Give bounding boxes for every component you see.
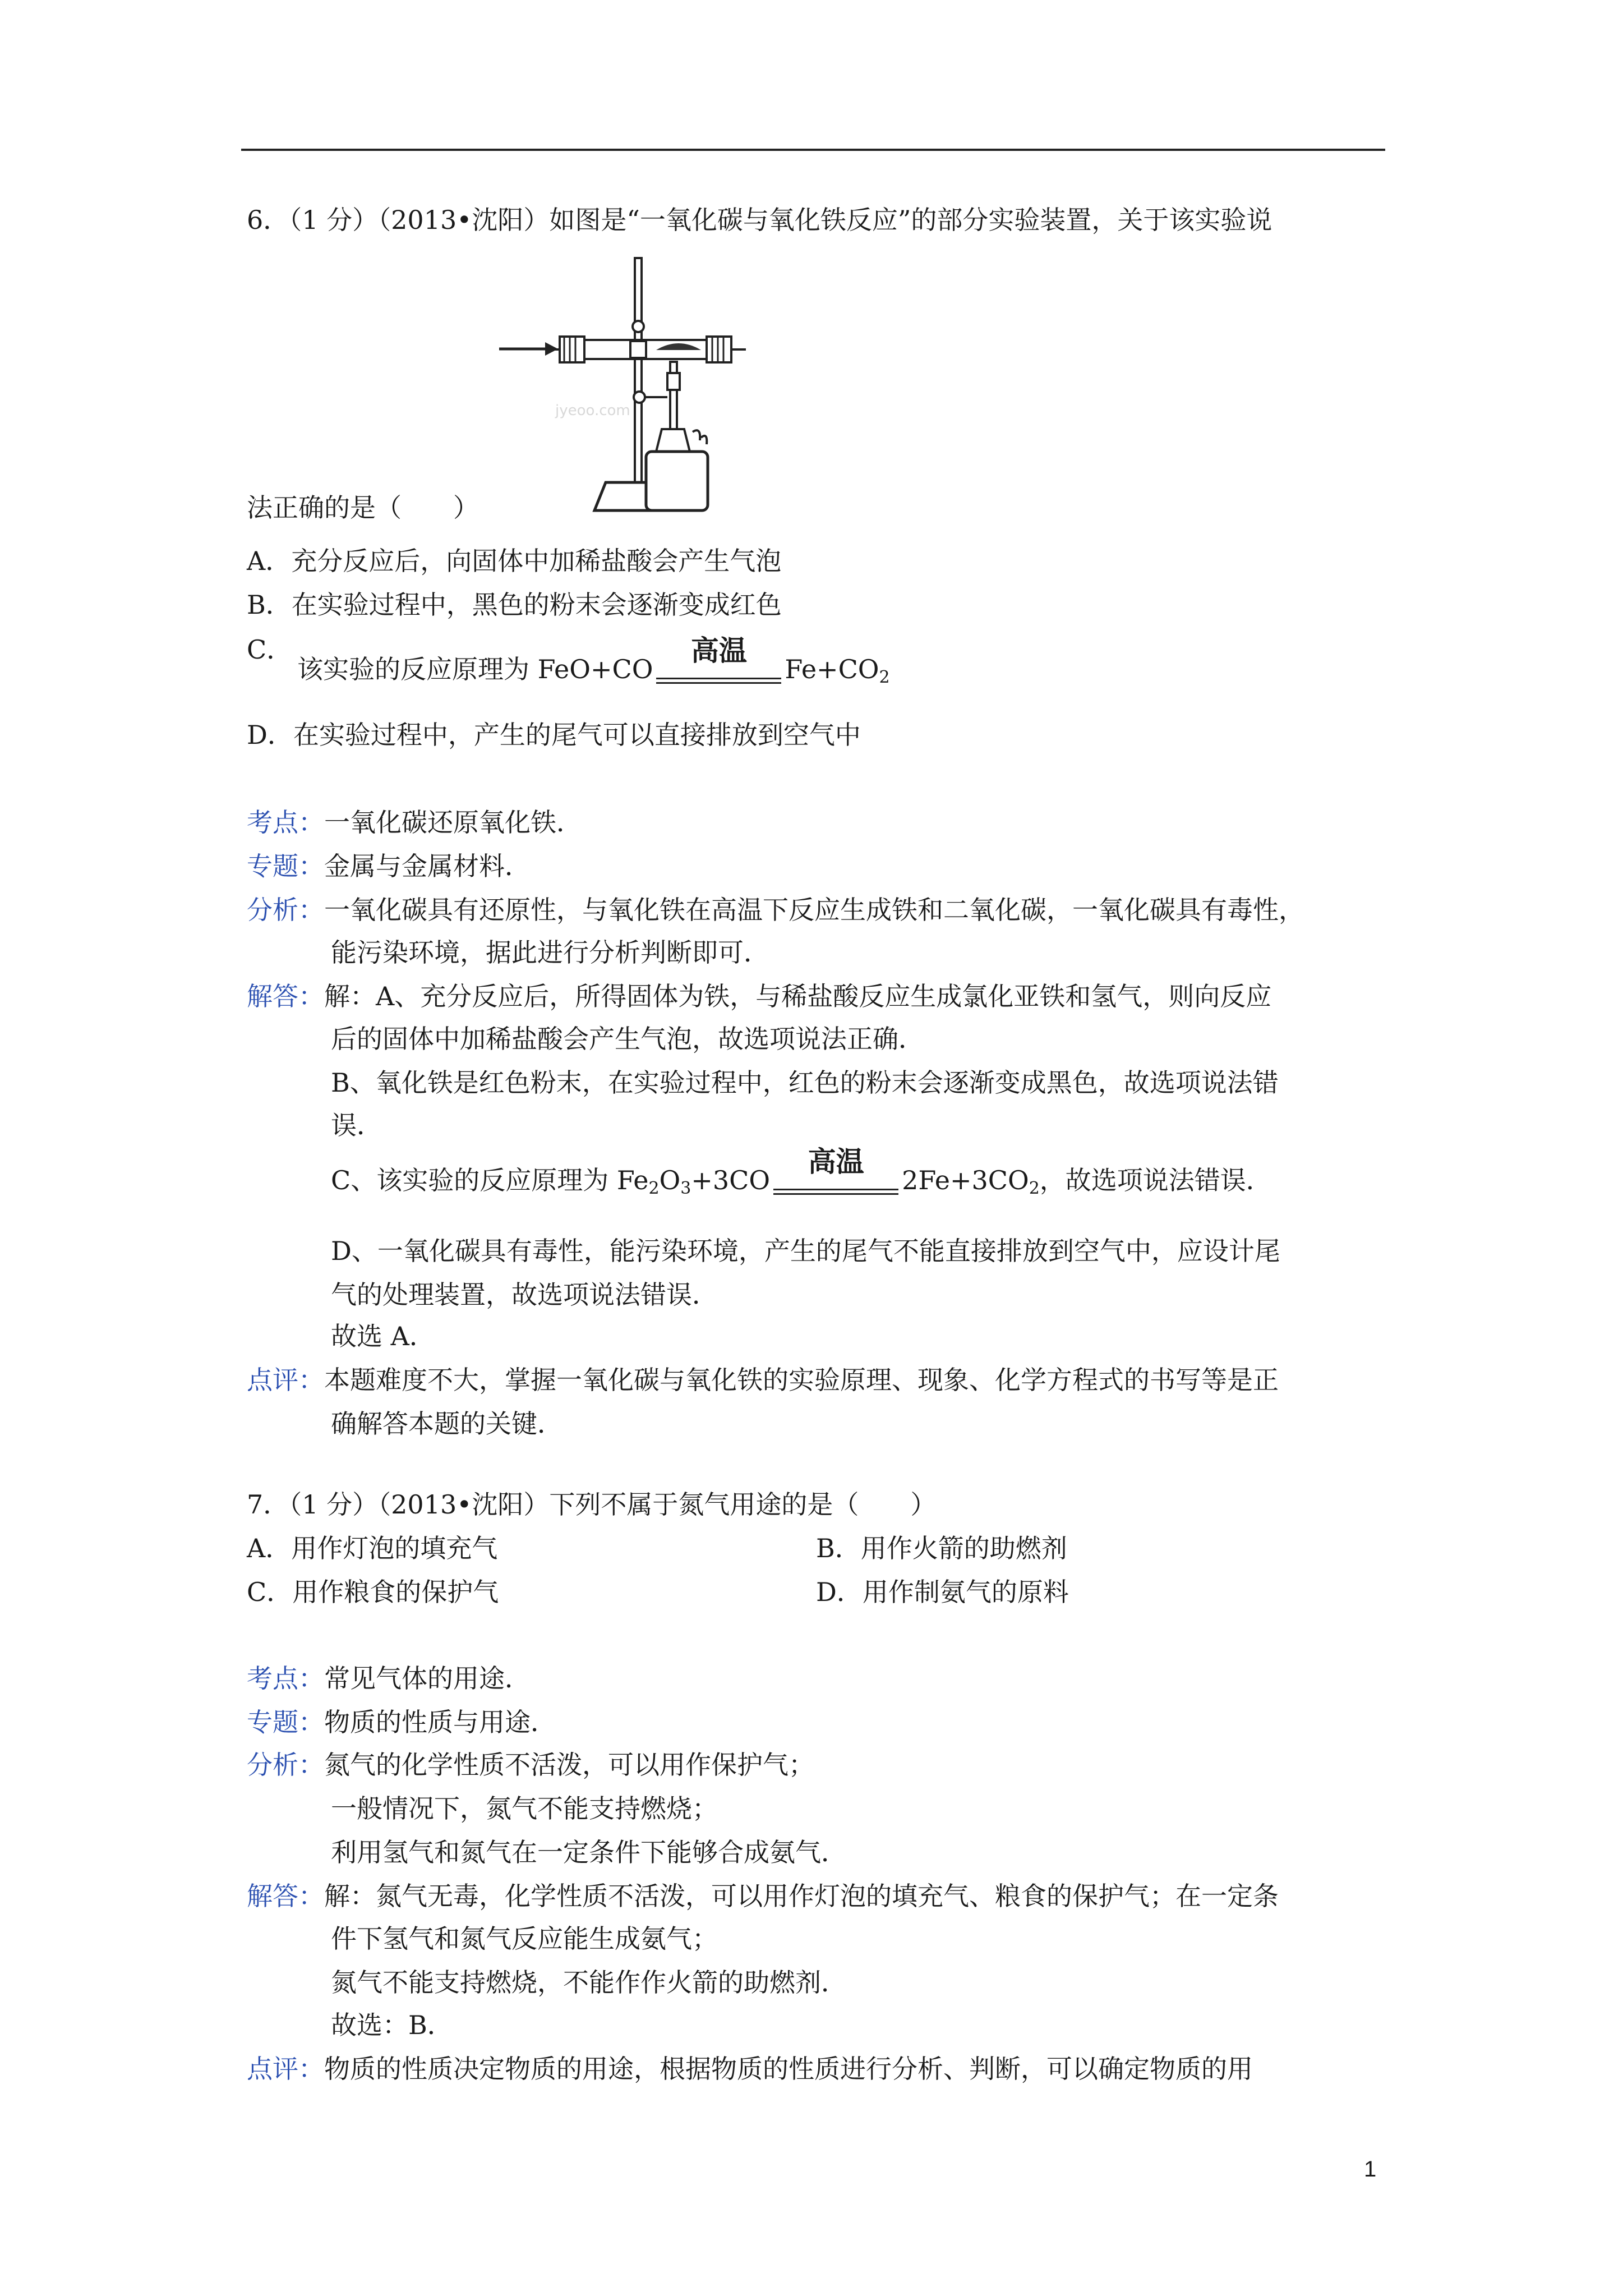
q6-option-c-label: C． <box>247 634 293 665</box>
q6-jieda-equation: C、该实验的反应原理为 $Fe_2O_3+3CO$ 高温 $2Fe+3CO_2$，故选项说法错误． <box>331 1163 1272 1205</box>
q6-jieda-line4: 误． <box>331 1110 382 1140</box>
q7-option-c: C．用作粮食的保护气 <box>247 1577 499 1607</box>
high-temp-condition: 高温 <box>770 1172 902 1205</box>
q6-jieda-line7: 故选 A． <box>331 1321 435 1351</box>
q6-stem-line2: 法正确的是（ ） <box>247 493 479 523</box>
high-temp-condition: 高温 <box>653 661 785 694</box>
q6-option-a: A．充分反应后，向固体中加稀盐酸会产生气泡 <box>247 546 782 576</box>
q7-kaodian: 考点：常见气体的用途． <box>247 1663 531 1694</box>
q7-fenxi-line2: 一般情况下，氮气不能支持燃烧； <box>331 1793 718 1824</box>
q6-jieda-line6: 气的处理装置，故选项说法错误． <box>331 1280 718 1310</box>
q6-kaodian: 考点：一氧化碳还原氧化铁． <box>247 807 582 838</box>
header-rule <box>241 149 1385 151</box>
q7-fenxi: 分析：氮气的化学性质不活泼，可以用作保护气； <box>247 1750 814 1780</box>
q6-jieda-line5: D、一氧化碳具有毒性，能污染环境，产生的尾气不能直接排放到空气中，应设计尾 <box>331 1236 1280 1266</box>
q7-zhuanti: 专题：物质的性质与用途． <box>247 1707 556 1737</box>
q6-option-b: B．在实验过程中，黑色的粉末会逐渐变成红色 <box>247 590 782 620</box>
q7-jieda: 解答：解：氮气无毒，化学性质不活泼，可以用作灯泡的填充气、粮食的保护气；在一定条 <box>247 1881 1279 1911</box>
q7-option-a: A．用作灯泡的填充气 <box>247 1533 498 1563</box>
q6-fenxi: 分析：一氧化碳具有还原性，与氧化铁在高温下反应生成铁和二氧化碳，一氧化碳具有毒性， <box>247 895 1304 925</box>
page-number: 1 <box>1364 2157 1377 2182</box>
q7-dianping: 点评：物质的性质决定物质的用途，根据物质的性质进行分析、判断，可以确定物质的用 <box>247 2054 1253 2084</box>
q6-fenxi-line2: 能污染环境，据此进行分析判断即可． <box>331 937 769 968</box>
q7-jieda-line4: 故选：B． <box>331 2010 453 2040</box>
q6-jieda-line2: 后的固体中加稀盐酸会产生气泡，故选项说法正确． <box>331 1024 924 1054</box>
q7-jieda-line3: 氮气不能支持燃烧，不能作作火箭的助燃剂． <box>331 1967 847 1998</box>
q7-jieda-line2: 件下氢气和氮气反应能生成氨气； <box>331 1924 718 1954</box>
q7-option-b: B．用作火箭的助燃剂 <box>816 1533 1067 1563</box>
q7-fenxi-line3: 利用氢气和氮气在一定条件下能够合成氨气． <box>331 1837 847 1867</box>
q6-option-d: D．在实验过程中，产生的尾气可以直接排放到空气中 <box>247 720 861 750</box>
q6-dianping: 点评：本题难度不大，掌握一氧化碳与氧化铁的实验原理、现象、化学方程式的书写等是正 <box>247 1365 1279 1395</box>
q6-jieda: 解答：解：A、充分反应后，所得固体为铁，与稀盐酸反应生成氯化亚铁和氢气，则向反应 <box>247 981 1272 1011</box>
q7-option-d: D．用作制氨气的原料 <box>816 1577 1069 1607</box>
watermark-text: jyeoo.com <box>555 402 630 419</box>
q6-stem-line1: 6．（1 分）（2013•沈阳）如图是“一氧化碳与氧化铁反应”的部分实验装置，关于该实验说 <box>247 205 1272 235</box>
q7-stem: 7．（1 分）（2013•沈阳）下列不属于氮气用途的是（ ） <box>247 1489 937 1520</box>
q6-option-c-equation: 该实验的反应原理为 FeO+CO 高温 $Fe+CO_2$ <box>297 652 890 694</box>
co-fe2o3-apparatus-diagram <box>499 247 791 516</box>
q6-jieda-line3: B、氧化铁是红色粉末，在实验过程中，红色的粉末会逐渐变成黑色，故选项说法错 <box>331 1068 1279 1098</box>
q6-dianping-line2: 确解答本题的关键． <box>331 1409 563 1439</box>
q6-zhuanti: 专题：金属与金属材料． <box>247 851 531 881</box>
